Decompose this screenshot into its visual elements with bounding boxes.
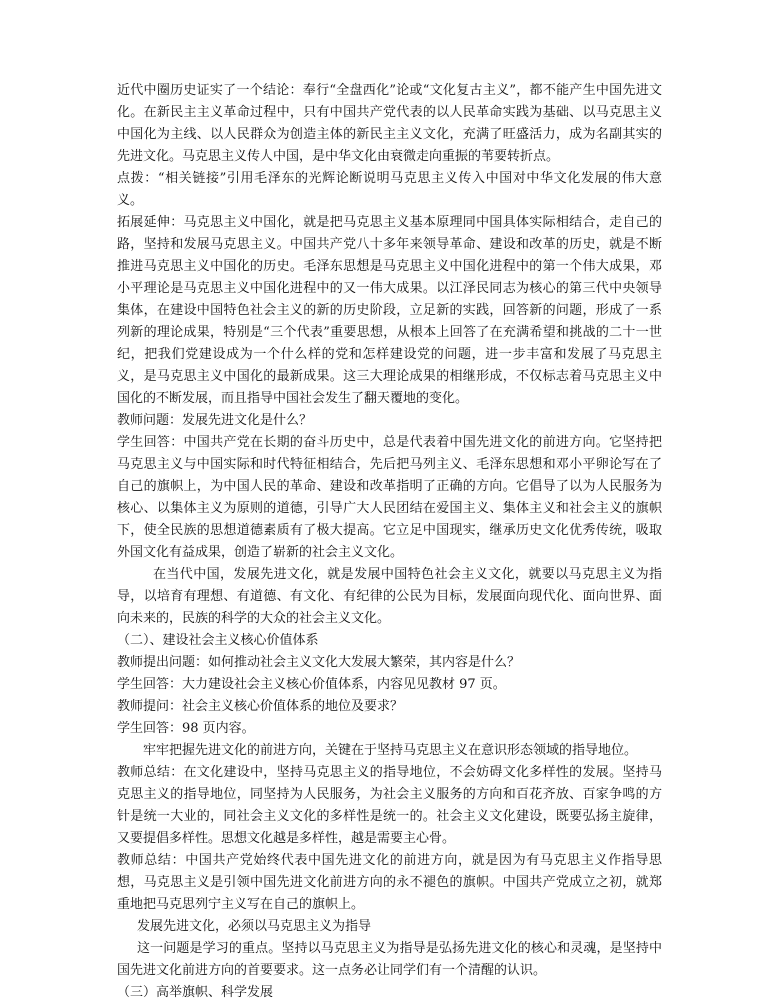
paragraph-key-point: 牢牢把握先进文化的前进方向，关键在于坚持马克思主义在意识形态领域的指导地位。	[143, 743, 638, 758]
paragraph-emphasis: 这一问题是学习的重点。坚持以马克思主义为指导是弘扬先进文化的核心和灵魂，是坚持中国先进文化前进方向的首要要求。这一点务必让同学们有一个清醒的认识。	[117, 941, 662, 978]
paragraph-student-answer-3: 学生回答：98 页内容。	[117, 721, 255, 736]
paragraph-teacher-question-2: 教师提出问题：如何推动社会主义文化大发展大繁荣，其内容是什么？	[117, 655, 521, 670]
paragraph-teacher-question-3: 教师提问：社会主义核心价值体系的地位及要求？	[117, 699, 404, 714]
paragraph-intro: 近代中圈历史证实了一个结论：奉行“全盘西化”论或“文化复古主义”，都不能产生中国先进文化。在新民主主义革命过程中，只有中国共产党代表的以人民革命实践为基础、以马克思主义中国化为主线、以人民群众为创造主体的新民主主义文化，充满了旺盛活力，成为名副其实的先进文化。马克思主义传人中国，是中华文化由衰微走向重振的苇要转折点。	[117, 83, 662, 164]
paragraph-extension: 拓展延伸：马克思主义中国化，就是把马克思主义基本原理同中国具体实际相结合，走自己的路，坚持和发展马克思主义。中国共产党八十多年来领导革命、建设和改革的历史，就是不断推进马克思主义中国化的历史。毛泽东思想是马克思主义中国化进程中的第一个伟大成果，邓小平理论是马克思主义中国化进程中的又一伟大成果。以江泽民同志为核心的第三代中央领导集体，在建设中国特色社会主义的新的历史阶段，立足新的实践，回答新的问题，形成了一系列新的理论成果，特别是“三个代表”重要思想，从根本上回答了在充满希望和挑战的二十一世纪，把我们党建设成为一个什么样的党和怎样建设党的问题，进一步丰富和发展了马克思主义，是马克思主义中国化的最新成果。这三大理论成果的相继形成，不仅标志着马克思主义中国化的不断发展，而且指导中国社会发生了翻天覆地的变化。	[117, 215, 662, 406]
document-body	[117, 80, 662, 1004]
paragraph-guiding-principle: 发展先进文化，必须以马克思主义为指导	[137, 919, 372, 934]
section-heading-2: （二）、建设社会主义核心价值体系	[117, 633, 319, 648]
paragraph-contemporary-china: 在当代中国，发展先进文化，就是发展中国特色社会主义文化，就要以马克思主义为指导，以培育有理想、有道德、有文化、有纪律的公民为目标，发展面向现代化、面向世界、面向未来的，民族的科学的大众的社会主义文化。	[117, 567, 662, 626]
paragraph-teacher-summary-1: 教师总结：在文化建设中，坚持马克思主义的指导地位，不会妨碍文化多样性的发展。坚持马克思主义的指导地位，同坚持为人民服务，为社会主义服务的方向和百花齐放、百家争鸣的方针是统一大业的，同社会主义文化的多样性是统一的。社会主义文化建设，既要弘扬主旋律，又要提倡多样性。思想文化越是多样性，越是需要主心骨。	[117, 765, 662, 846]
paragraph-teacher-summary-2: 教师总结：中国共产党始终代表中国先进文化的前进方向，就是因为有马克思主义作指导思想，马克思主义是引领中国先进文化前进方向的永不褪色的旗帜。中国共产党成立之初，就郑重地把马克思列宁主义写在自己的旗帜上。	[117, 853, 662, 912]
paragraph-student-answer: 学生回答：中国共产党在长期的奋斗历史中，总是代表着中国先进文化的前进方向。它坚持把马克思主义与中国实际和时代特征相结合，先后把马列主义、毛泽东思想和邓小平卵论写在了自己的旗帜上，为中国人民的革命、建设和改革指明了正确的方向。它倡导了以为人民服务为核心、以集体主义为原则的道德，引导广大人民团结在爱国主义、集体主义和社会主义的旗帜下，使全民族的思想道德素质有了极大提高。它立足中国现实，继承历史文化优秀传统，吸取外国文化有益成果，创造了崭新的社会主义文化。	[117, 435, 662, 560]
section-heading-3: （三）高举旗帜、科学发展	[117, 985, 274, 1000]
paragraph-teacher-question: 教师问题：发展先进文化是什么？	[117, 413, 313, 428]
paragraph-student-answer-2: 学生回答：大力建设社会主义核心价值体系，内容见见教材 97 页。	[117, 677, 506, 692]
paragraph-hint: 点拨：“相关链接”引用毛泽东的光辉论断说明马克思主义传入中国对中华文化发展的伟大意义。	[117, 171, 662, 208]
